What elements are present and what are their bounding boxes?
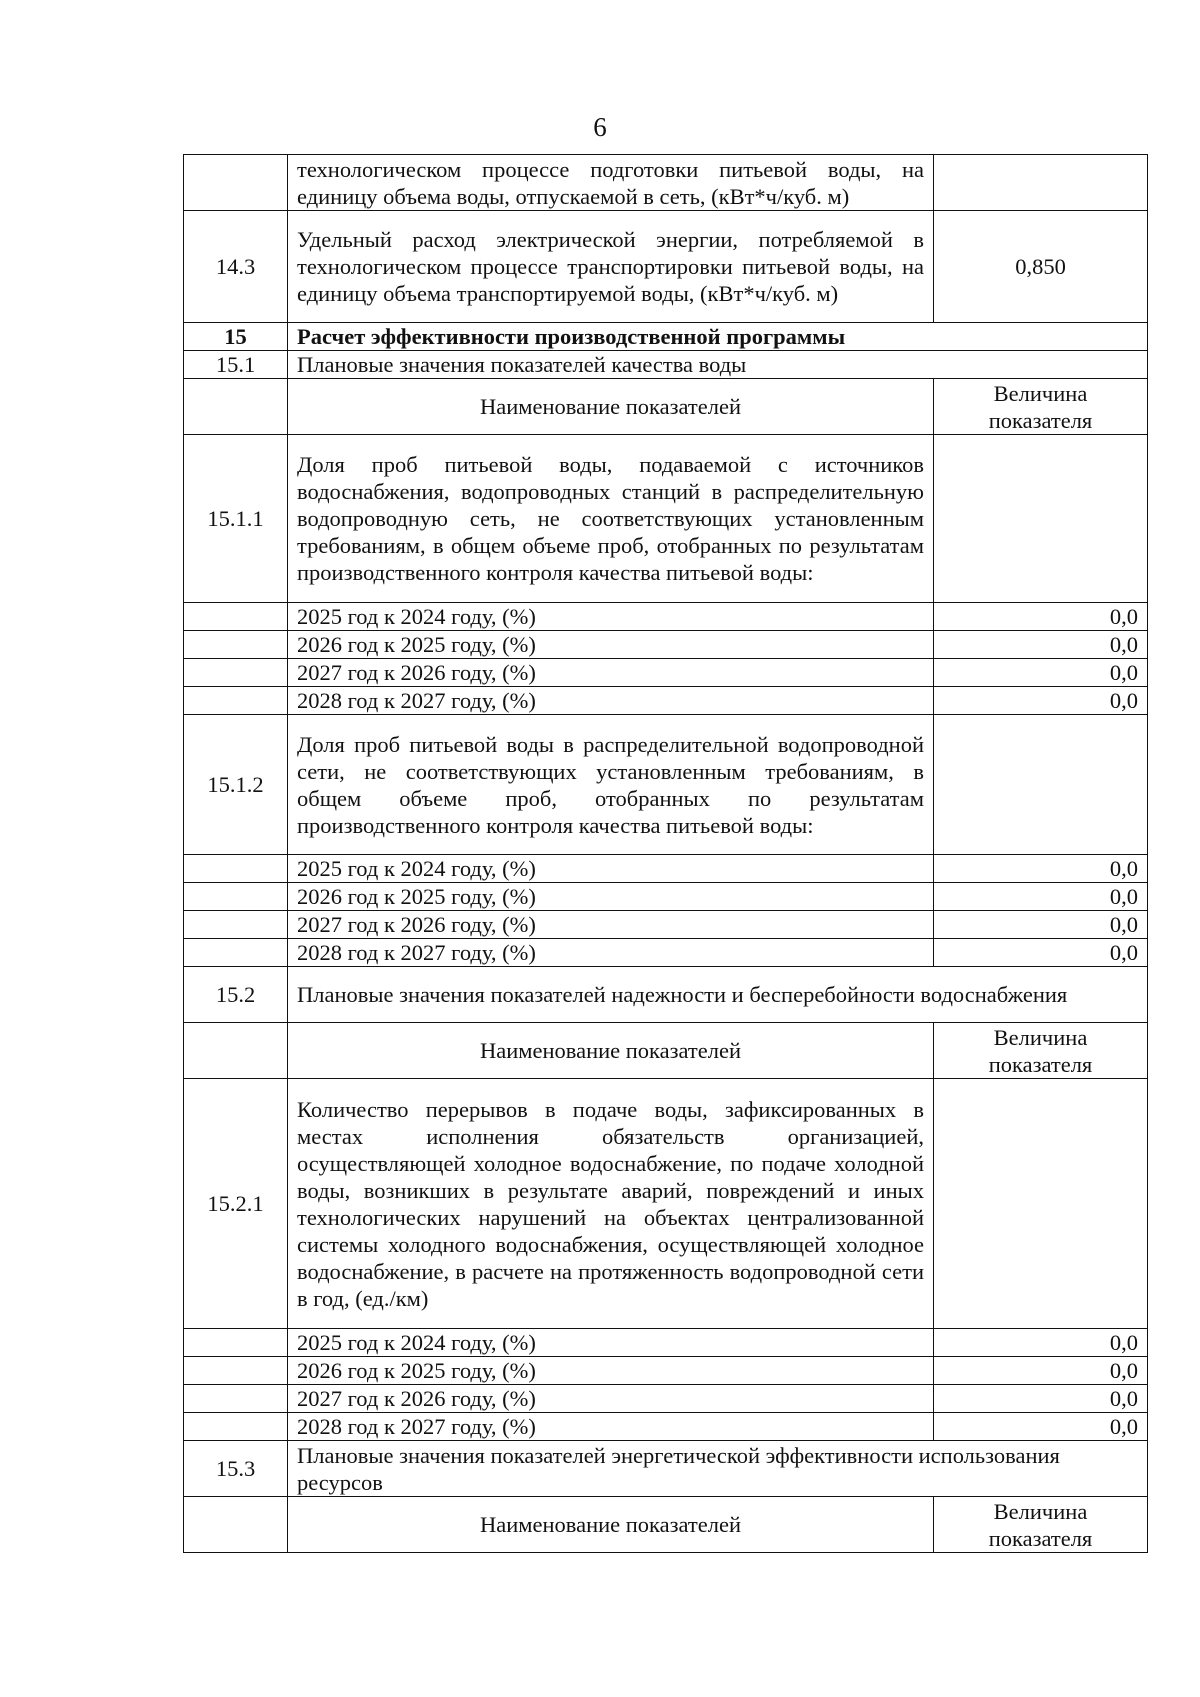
subsection-row xyxy=(184,1441,1148,1497)
year-value: 0,0 xyxy=(934,939,1148,967)
year-value: 0,0 xyxy=(934,1357,1148,1385)
empty-cell xyxy=(184,1413,288,1441)
year-label: 2026 год к 2025 году, (%) xyxy=(288,1357,934,1385)
indicator-text: Доля проб питьевой воды, подаваемой с источников водоснабжения, водопроводных станций в распределительную водопроводную сеть, не соответствующих установленным требованиям, в общем объеме проб, отобранных по результатам производственного контроля качества питьевой воды: xyxy=(288,435,934,603)
year-value: 0,0 xyxy=(934,1329,1148,1357)
year-value: 0,0 xyxy=(934,631,1148,659)
row-number: 15.1.2 xyxy=(184,715,288,855)
table-row xyxy=(184,435,1148,603)
indicator-text: Количество перерывов в подаче воды, зафиксированных в местах исполнения обязательств организацией, осуществляющей холодное водоснабжение, по подаче холодной воды, возникших в результате аварий, повреждений и иных технологических нарушений на объектах централизованной системы холодного водоснабжения, осуществляющей холодное водоснабжение, в расчете на протяженность водопроводной сети в год, (ед./км) xyxy=(288,1079,934,1329)
empty-cell xyxy=(184,939,288,967)
year-label: 2025 год к 2024 году, (%) xyxy=(288,855,934,883)
year-row xyxy=(184,1329,1148,1357)
indicator-value xyxy=(934,1079,1148,1329)
column-header-row xyxy=(184,1497,1148,1553)
table-row xyxy=(184,155,1148,211)
indicator-text: Доля проб питьевой воды в распределительной водопроводной сети, не соответствующих установленным требованиям, в общем объеме проб, отобранных по результатам производственного контроля качества питьевой воды: xyxy=(288,715,934,855)
row-number: 15.2.1 xyxy=(184,1079,288,1329)
year-value: 0,0 xyxy=(934,687,1148,715)
table-row xyxy=(184,211,1148,323)
year-label: 2028 год к 2027 году, (%) xyxy=(288,939,934,967)
year-label: 2027 год к 2026 году, (%) xyxy=(288,1385,934,1413)
indicator-value: 0,850 xyxy=(934,211,1148,323)
empty-cell xyxy=(184,603,288,631)
empty-cell xyxy=(184,1497,288,1553)
empty-cell xyxy=(184,379,288,435)
year-value: 0,0 xyxy=(934,855,1148,883)
section-row xyxy=(184,323,1148,351)
year-label: 2027 год к 2026 году, (%) xyxy=(288,911,934,939)
subsection-number: 15.3 xyxy=(184,1441,288,1497)
column-header-name: Наименование показателей xyxy=(288,1023,934,1079)
subsection-title: Плановые значения показателей надежности и бесперебойности водоснабжения xyxy=(288,967,1148,1023)
row-number: 14.3 xyxy=(184,211,288,323)
year-row xyxy=(184,631,1148,659)
subsection-row xyxy=(184,351,1148,379)
column-header-value: Величина показателя xyxy=(934,379,1148,435)
empty-cell xyxy=(184,1329,288,1357)
year-value: 0,0 xyxy=(934,1413,1148,1441)
empty-cell xyxy=(184,1023,288,1079)
year-row xyxy=(184,687,1148,715)
indicator-text: технологическом процессе подготовки питьевой воды, на единицу объема воды, отпускаемой в сеть, (кВт*ч/куб. м) xyxy=(288,155,934,211)
year-label: 2028 год к 2027 году, (%) xyxy=(288,1413,934,1441)
empty-cell xyxy=(184,1385,288,1413)
year-value: 0,0 xyxy=(934,883,1148,911)
page-number: 6 xyxy=(593,112,607,142)
empty-cell xyxy=(184,687,288,715)
column-header-value: Величина показателя xyxy=(934,1023,1148,1079)
column-header-name: Наименование показателей xyxy=(288,1497,934,1553)
column-header-row xyxy=(184,1023,1148,1079)
year-label: 2026 год к 2025 году, (%) xyxy=(288,883,934,911)
year-label: 2025 год к 2024 году, (%) xyxy=(288,1329,934,1357)
year-label: 2027 год к 2026 году, (%) xyxy=(288,659,934,687)
year-label: 2025 год к 2024 году, (%) xyxy=(288,603,934,631)
empty-cell xyxy=(184,883,288,911)
year-row xyxy=(184,855,1148,883)
subsection-number: 15.2 xyxy=(184,967,288,1023)
table-row xyxy=(184,1079,1148,1329)
subsection-title: Плановые значения показателей качества воды xyxy=(288,351,1148,379)
indicator-value xyxy=(934,435,1148,603)
indicator-value xyxy=(934,715,1148,855)
indicator-text: Удельный расход электрической энергии, потребляемой в технологическом процессе транспортировки питьевой воды, на единицу объема транспортируемой воды, (кВт*ч/куб. м) xyxy=(288,211,934,323)
column-header-row xyxy=(184,379,1148,435)
year-row xyxy=(184,603,1148,631)
year-row xyxy=(184,1413,1148,1441)
year-row xyxy=(184,1357,1148,1385)
table-row xyxy=(184,715,1148,855)
subsection-row xyxy=(184,967,1148,1023)
section-title: Расчет эффективности производственной программы xyxy=(288,323,1148,351)
year-value: 0,0 xyxy=(934,1385,1148,1413)
empty-cell xyxy=(184,659,288,687)
year-row xyxy=(184,911,1148,939)
year-value: 0,0 xyxy=(934,603,1148,631)
row-number: 15.1.1 xyxy=(184,435,288,603)
year-label: 2028 год к 2027 году, (%) xyxy=(288,687,934,715)
indicators-table xyxy=(183,154,1148,1553)
subsection-title: Плановые значения показателей энергетической эффективности использования ресурсов xyxy=(288,1441,1148,1497)
indicator-value xyxy=(934,155,1148,211)
row-number xyxy=(184,155,288,211)
section-number: 15 xyxy=(184,323,288,351)
year-row xyxy=(184,939,1148,967)
empty-cell xyxy=(184,855,288,883)
year-value: 0,0 xyxy=(934,659,1148,687)
year-label: 2026 год к 2025 году, (%) xyxy=(288,631,934,659)
column-header-name: Наименование показателей xyxy=(288,379,934,435)
empty-cell xyxy=(184,911,288,939)
empty-cell xyxy=(184,631,288,659)
year-value: 0,0 xyxy=(934,911,1148,939)
empty-cell xyxy=(184,1357,288,1385)
column-header-value: Величина показателя xyxy=(934,1497,1148,1553)
year-row xyxy=(184,883,1148,911)
year-row xyxy=(184,659,1148,687)
year-row xyxy=(184,1385,1148,1413)
subsection-number: 15.1 xyxy=(184,351,288,379)
